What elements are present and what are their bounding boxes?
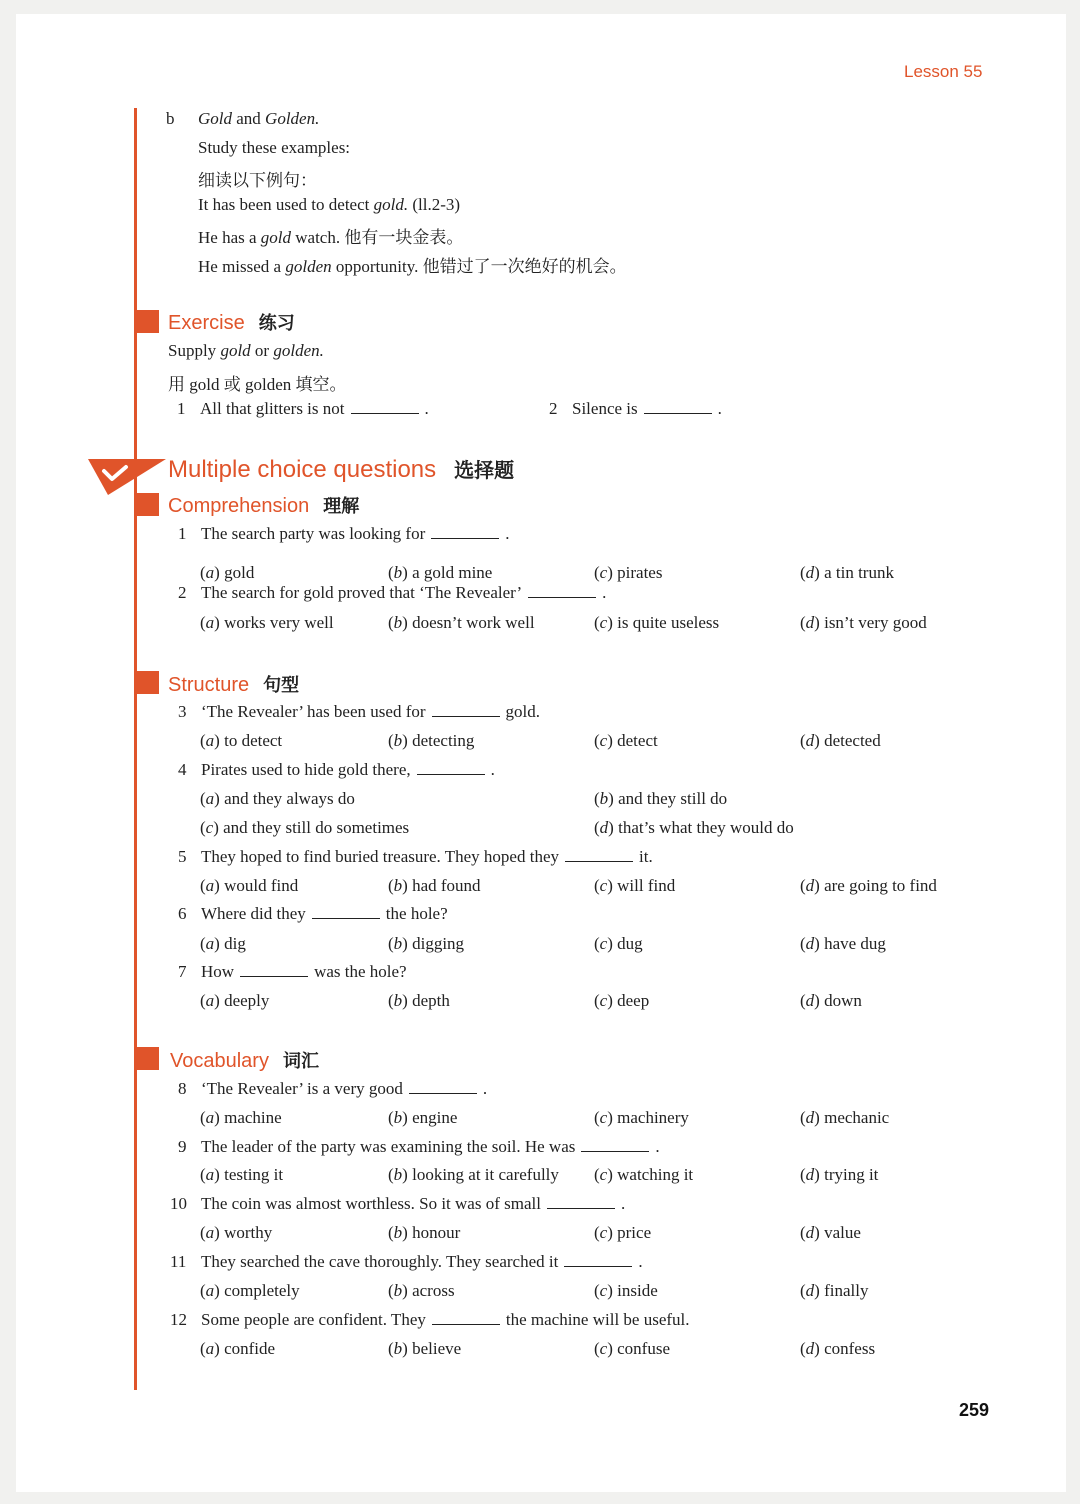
option-letter: a (205, 1165, 215, 1184)
answer-option[interactable]: (a) worthy (200, 1223, 273, 1242)
answer-blank[interactable] (528, 583, 596, 598)
answer-blank[interactable] (565, 847, 633, 862)
answer-option[interactable]: (d) mechanic (800, 1108, 890, 1127)
structure-title-cn: 句型 (263, 675, 300, 695)
answer-option[interactable]: (a) dig (200, 934, 246, 953)
example-1-word: gold. (373, 195, 409, 214)
question-number: 8 (178, 1079, 187, 1098)
question-number: 12 (170, 1310, 187, 1329)
mcq-heading (168, 454, 514, 484)
question-text: Some people are confident. They (201, 1310, 426, 1329)
answer-option[interactable]: (c) pirates (594, 563, 663, 582)
example-3-word: golden (285, 257, 332, 276)
option-letter: a (205, 789, 215, 808)
option-letter: c (599, 563, 608, 582)
exercise-square-icon (136, 310, 159, 333)
instr-golden: golden. (273, 341, 324, 360)
question-text-end: gold. (505, 702, 540, 721)
option-letter: b (393, 1108, 403, 1127)
answer-blank[interactable] (312, 904, 380, 919)
question-stem (201, 524, 509, 544)
option-text: had found (412, 876, 481, 895)
answer-option[interactable]: (c) confuse (594, 1339, 671, 1358)
option-text: inside (617, 1281, 658, 1300)
option-letter: d (805, 1339, 815, 1358)
option-text: have dug (824, 934, 886, 953)
structure-square-icon (136, 671, 159, 694)
answer-option[interactable]: (a) would find (200, 876, 299, 895)
option-text: detect (617, 731, 658, 750)
answer-blank[interactable] (409, 1079, 477, 1094)
option-letter: d (805, 1223, 815, 1242)
answer-option[interactable]: (b) digging (388, 934, 465, 953)
option-text: finally (824, 1281, 869, 1300)
vocabulary-title: Vocabulary (170, 1050, 269, 1072)
example-3-post: opportunity. 他错过了一次绝好的机会。 (335, 257, 627, 276)
option-letter: a (205, 1281, 215, 1300)
answer-option[interactable]: (b) looking at it carefully (388, 1165, 559, 1184)
option-text: and they always do (224, 789, 355, 808)
question-number: 5 (178, 847, 187, 866)
answer-option[interactable]: (a) machine (200, 1108, 282, 1127)
exercise-item-1-text: All that glitters is not (200, 399, 345, 418)
option-letter: b (393, 613, 403, 632)
example-2-word: gold (260, 228, 292, 247)
answer-option[interactable]: (d) trying it (800, 1165, 879, 1184)
option-letter: d (805, 876, 815, 895)
question-number: 11 (170, 1252, 187, 1271)
mcq-title-cn: 选择题 (454, 460, 515, 482)
mcq-title: Multiple choice questions (168, 456, 437, 483)
answer-option[interactable]: (d) that’s what they would do (594, 818, 794, 837)
option-letter: c (599, 991, 608, 1010)
exercise-instruction-cn: 用 gold 或 golden 填空。 (168, 375, 347, 394)
option-letter: c (599, 876, 608, 895)
option-text: doesn’t work well (412, 613, 535, 632)
option-text: value (824, 1223, 861, 1242)
answer-blank[interactable] (432, 1310, 500, 1325)
answer-option[interactable]: (a) deeply (200, 991, 270, 1010)
instr-pre: Supply (168, 341, 217, 360)
answer-option[interactable]: (c) and they still do sometimes (200, 818, 410, 837)
option-text: across (412, 1281, 455, 1300)
option-letter: d (805, 991, 815, 1010)
option-text: gold (224, 563, 255, 582)
answer-option[interactable]: (c) dug (594, 934, 643, 953)
option-text: deep (617, 991, 650, 1010)
option-text: watching it (617, 1165, 694, 1184)
title-and: and (236, 109, 261, 128)
question-text: ‘The Revealer’ is a very good (201, 1079, 403, 1098)
option-text: believe (412, 1339, 462, 1358)
option-letter: b (393, 1223, 403, 1242)
question-stem (201, 1079, 487, 1099)
question-text: The coin was almost worthless. So it was of small (201, 1194, 541, 1213)
question-number: 9 (178, 1137, 187, 1156)
question-text-end: . (620, 1194, 626, 1213)
exercise-item-1-num: 1 (177, 399, 186, 418)
answer-option[interactable]: (b) believe (388, 1339, 462, 1358)
exercise-item-2-text: Silence is (572, 399, 638, 418)
option-text: a tin trunk (824, 563, 894, 582)
option-letter: a (205, 731, 215, 750)
question-stem (201, 962, 407, 982)
question-text-end: . (505, 524, 510, 543)
answer-option[interactable]: (d) value (800, 1223, 861, 1242)
option-letter: c (599, 731, 608, 750)
option-letter: a (205, 613, 215, 632)
option-text: mechanic (824, 1108, 890, 1127)
answer-option[interactable]: (c) machinery (594, 1108, 689, 1127)
option-letter: d (599, 818, 609, 837)
question-stem (201, 760, 495, 780)
option-text: isn’t very good (824, 613, 927, 632)
section-b-title (198, 109, 319, 129)
answer-option[interactable]: (c) deep (594, 991, 650, 1010)
answer-option[interactable]: (c) watching it (594, 1165, 694, 1184)
comprehension-title-cn: 理解 (323, 496, 360, 516)
option-text: works very well (224, 613, 334, 632)
option-text: depth (412, 991, 450, 1010)
question-stem (201, 702, 540, 722)
option-letter: c (599, 1165, 608, 1184)
question-number: 3 (178, 702, 187, 721)
option-text: dig (224, 934, 246, 953)
answer-option[interactable]: (d) confess (800, 1339, 876, 1358)
question-number: 4 (178, 760, 187, 779)
title-gold: Gold (198, 109, 232, 128)
option-letter: d (805, 731, 815, 750)
question-number: 1 (178, 524, 187, 543)
option-letter: b (393, 1339, 403, 1358)
option-letter: a (205, 1339, 215, 1358)
example-2 (198, 223, 463, 248)
answer-blank[interactable] (432, 702, 500, 717)
question-text: The search party was looking for (201, 524, 426, 543)
answer-option[interactable]: (d) down (800, 991, 862, 1010)
question-stem (201, 904, 448, 924)
option-text: looking at it carefully (412, 1165, 559, 1184)
question-number: 7 (178, 962, 187, 981)
answer-option[interactable]: (a) testing it (200, 1165, 284, 1184)
question-text-end: . (602, 583, 607, 602)
option-letter: d (805, 613, 815, 632)
question-stem (201, 1252, 643, 1272)
option-letter: d (805, 1281, 815, 1300)
option-letter: c (599, 1339, 608, 1358)
option-letter: a (205, 934, 215, 953)
question-text: The leader of the party was examining the soil. He was (201, 1137, 576, 1156)
option-text: confuse (617, 1339, 671, 1358)
example-1 (198, 195, 460, 215)
exercise-item-2: Silence is . (572, 399, 722, 418)
answer-blank[interactable] (431, 524, 499, 539)
option-letter: d (805, 1108, 815, 1127)
question-stem (201, 1137, 660, 1157)
study-cn: 细读以下例句： (198, 171, 317, 190)
option-text: completely (224, 1281, 300, 1300)
option-text: testing it (224, 1165, 284, 1184)
option-text: confess (824, 1339, 876, 1358)
answer-blank[interactable] (644, 399, 712, 414)
exercise-heading (168, 309, 295, 335)
option-letter: c (599, 613, 608, 632)
question-text-end: was the hole? (314, 962, 407, 981)
answer-option[interactable]: (b) honour (388, 1223, 461, 1242)
question-stem (201, 1310, 690, 1330)
answer-option[interactable]: (b) detecting (388, 731, 475, 750)
comprehension-title: Comprehension (168, 495, 310, 517)
question-number: 10 (170, 1194, 187, 1213)
answer-blank[interactable] (564, 1252, 632, 1267)
option-text: pirates (617, 563, 663, 582)
option-letter: c (205, 818, 214, 837)
option-text: engine (412, 1108, 458, 1127)
option-letter: a (205, 876, 215, 895)
option-text: honour (412, 1223, 461, 1242)
option-text: and they still do (618, 789, 728, 808)
question-text-end: the hole? (385, 904, 448, 923)
example-2-pre: He has a (198, 228, 257, 247)
question-text-end: . (490, 760, 495, 779)
question-text-end: . (482, 1079, 488, 1098)
vocabulary-square-icon (136, 1047, 159, 1070)
answer-option[interactable]: (d) a tin trunk (800, 563, 894, 582)
question-stem (201, 583, 606, 603)
option-letter: a (205, 1108, 215, 1127)
option-text: will find (617, 876, 676, 895)
question-text: How (201, 962, 235, 981)
option-letter: b (393, 1165, 403, 1184)
question-text: The search for gold proved that ‘The Revealer’ (201, 583, 523, 602)
option-text: that’s what they would do (618, 818, 794, 837)
answer-option[interactable]: (a) to detect (200, 731, 283, 750)
answer-blank[interactable] (351, 399, 419, 414)
study-en: Study these examples: (198, 138, 351, 157)
option-letter: a (205, 563, 215, 582)
page-number: 259 (959, 1400, 990, 1420)
example-2-post: watch. 他有一块金表。 (295, 228, 464, 247)
answer-option[interactable]: (c) is quite useless (594, 613, 720, 632)
option-text: price (617, 1223, 652, 1242)
option-letter: a (205, 1223, 215, 1242)
option-text: digging (412, 934, 465, 953)
option-letter: d (805, 563, 815, 582)
option-letter: c (599, 934, 608, 953)
exercise-item-1: All that glitters is not . (200, 399, 429, 418)
example-1-ref: (ll.2-3) (412, 195, 461, 214)
answer-option[interactable]: (b) and they still do (594, 789, 728, 808)
question-stem (201, 847, 653, 867)
option-letter: a (205, 991, 215, 1010)
question-text-end: it. (639, 847, 653, 866)
option-text: machinery (617, 1108, 689, 1127)
answer-option[interactable]: (b) engine (388, 1108, 458, 1127)
question-text-end: . (638, 1252, 643, 1271)
option-text: trying it (824, 1165, 879, 1184)
answer-blank[interactable] (547, 1194, 615, 1209)
question-text-end: . (655, 1137, 660, 1156)
margin-rule (134, 108, 137, 1390)
answer-blank[interactable] (581, 1137, 649, 1152)
question-stem (201, 1194, 625, 1214)
section-b-marker: b (166, 109, 175, 128)
answer-option[interactable]: (d) are going to find (800, 876, 937, 895)
answer-option[interactable]: (d) isn’t very good (800, 613, 927, 632)
answer-option[interactable]: (a) and they always do (200, 789, 355, 808)
option-letter: b (393, 731, 403, 750)
option-letter: b (393, 991, 403, 1010)
answer-option[interactable]: (b) across (388, 1281, 455, 1300)
answer-option[interactable]: (b) depth (388, 991, 450, 1010)
answer-option[interactable]: (a) gold (200, 563, 255, 582)
option-text: would find (224, 876, 299, 895)
option-letter: b (393, 563, 403, 582)
answer-option[interactable]: (b) had found (388, 876, 481, 895)
example-3-pre: He missed a (198, 257, 282, 276)
option-text: detecting (412, 731, 475, 750)
question-text: They hoped to find buried treasure. They hoped they (201, 847, 559, 866)
exercise-title: Exercise (168, 312, 245, 334)
exercise-instruction (168, 341, 324, 361)
answer-option[interactable]: (d) detected (800, 731, 881, 750)
option-text: down (824, 991, 862, 1010)
question-text: Where did they (201, 904, 306, 923)
option-text: detected (824, 731, 881, 750)
option-letter: c (599, 1108, 608, 1127)
title-golden: Golden. (265, 109, 320, 128)
answer-option[interactable]: (a) works very well (200, 613, 334, 632)
example-1-pre: It has been used to detect (198, 195, 370, 214)
option-text: dug (617, 934, 643, 953)
question-number: 2 (178, 583, 187, 602)
option-text: a gold mine (412, 563, 493, 582)
option-text: is quite useless (617, 613, 720, 632)
comprehension-square-icon (136, 493, 159, 516)
exercise-item-2-num: 2 (549, 399, 558, 418)
vocabulary-heading (170, 1047, 319, 1073)
option-text: and they still do sometimes (223, 818, 410, 837)
structure-heading (168, 671, 299, 697)
answer-option[interactable]: (c) price (594, 1223, 652, 1242)
option-letter: b (599, 789, 609, 808)
question-number: 6 (178, 904, 187, 923)
checkmark-banner-icon (88, 457, 168, 497)
answer-option[interactable]: (a) completely (200, 1281, 300, 1300)
option-text: deeply (224, 991, 270, 1010)
instr-or: or (254, 341, 270, 360)
structure-title: Structure (168, 674, 250, 696)
answer-option[interactable]: (b) doesn’t work well (388, 613, 535, 632)
question-text: Pirates used to hide gold there, (201, 760, 411, 779)
option-text: worthy (224, 1223, 273, 1242)
answer-blank[interactable] (417, 760, 485, 775)
answer-option[interactable]: (c) will find (594, 876, 676, 895)
option-text: confide (224, 1339, 276, 1358)
answer-option[interactable]: (a) confide (200, 1339, 276, 1358)
question-text-end: the machine will be useful. (505, 1310, 690, 1329)
question-text: They searched the cave thoroughly. They searched it (201, 1252, 559, 1271)
answer-option[interactable]: (c) inside (594, 1281, 658, 1300)
option-text: to detect (224, 731, 283, 750)
comprehension-heading (168, 492, 359, 518)
instr-gold: gold (220, 341, 251, 360)
answer-option[interactable]: (d) have dug (800, 934, 886, 953)
option-letter: b (393, 1281, 403, 1300)
option-letter: d (805, 934, 815, 953)
option-letter: d (805, 1165, 815, 1184)
option-letter: c (599, 1281, 608, 1300)
option-text: are going to find (824, 876, 937, 895)
question-text: ‘The Revealer’ has been used for (201, 702, 426, 721)
option-text: machine (224, 1108, 282, 1127)
answer-option[interactable]: (b) a gold mine (388, 563, 493, 582)
answer-option[interactable]: (d) finally (800, 1281, 869, 1300)
option-letter: b (393, 876, 403, 895)
answer-blank[interactable] (240, 962, 308, 977)
option-letter: c (599, 1223, 608, 1242)
lesson-label: Lesson 55 (904, 62, 983, 81)
vocabulary-title-cn: 词汇 (282, 1051, 319, 1071)
example-3 (198, 252, 627, 277)
exercise-title-cn: 练习 (258, 313, 295, 333)
option-letter: b (393, 934, 403, 953)
answer-option[interactable]: (c) detect (594, 731, 658, 750)
